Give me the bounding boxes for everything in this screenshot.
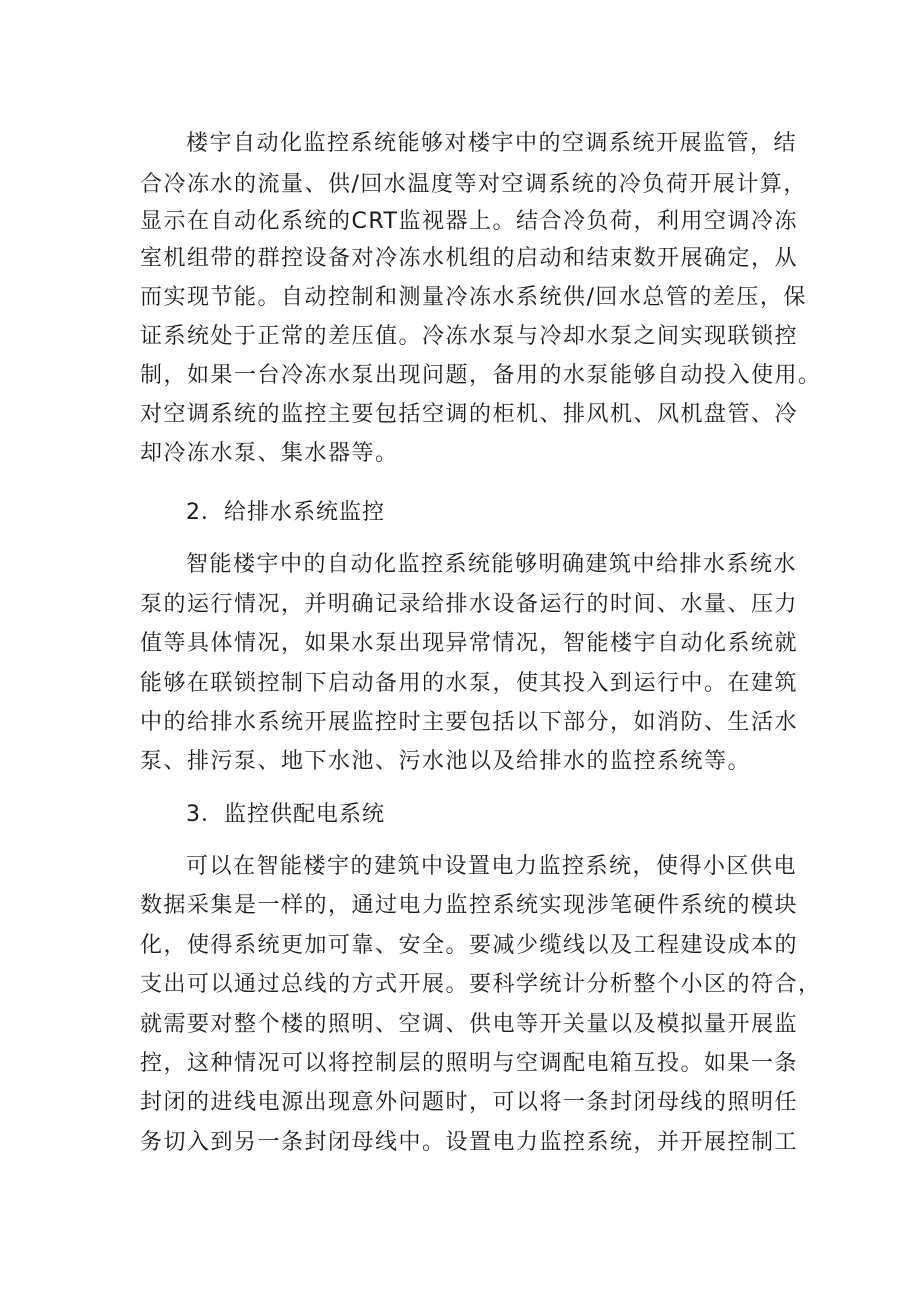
text-line: 室机组带的群控设备对冷冻水机组的启动和结束数开展确定，从: [140, 246, 799, 271]
section-heading-water-supply: 2．给排水系统监控: [186, 500, 385, 525]
text-line: 泵的运行情况，并明确记录给排水设备运行的时间、水量、压力: [140, 592, 799, 617]
text-line: 可以在智能楼宇的建筑中设置电力监控系统，使得小区供电: [186, 854, 798, 879]
text-line: 制，如果一台冷冻水泵出现问题，备用的水泵能够自动投入使用。: [140, 363, 822, 388]
text-line: 对空调系统的监控主要包括空调的柜机、排风机、风机盘管、冷: [140, 402, 799, 427]
text-line: 数据采集是一样的，通过电力监控系统实现涉笔硬件系统的模块: [140, 893, 799, 918]
text-line: 显示在自动化系统的CRT监视器上。结合冷负荷，利用空调冷冻: [140, 209, 798, 234]
text-line: 就需要对整个楼的照明、空调、供电等开关量以及模拟量开展监: [140, 1012, 799, 1037]
text-line: 控，这种情况可以将控制层的照明与空调配电箱互投。如果一条: [140, 1051, 799, 1076]
section-heading-power-distribution: 3．监控供配电系统: [186, 802, 385, 827]
text-line: 务切入到另一条封闭母线中。设置电力监控系统，并开展控制工: [140, 1130, 799, 1155]
text-line: 证系统处于正常的差压值。冷冻水泵与冷却水泵之间实现联锁控: [140, 324, 799, 349]
text-line: 泵、排污泵、地下水池、污水池以及给排水的监控系统等。: [140, 749, 752, 774]
text-line: 值等具体情况，如果水泵出现异常情况，智能楼宇自动化系统就: [140, 631, 799, 656]
text-line: 楼宇自动化监控系统能够对楼宇中的空调系统开展监管，结: [186, 131, 798, 156]
text-line: 封闭的进线电源出现意外问题时，可以将一条封闭母线的照明任: [140, 1090, 799, 1115]
text-line: 支出可以通过总线的方式开展。要科学统计分析整个小区的符合，: [140, 972, 822, 997]
text-line: 能够在联锁控制下启动备用的水泵，使其投入到运行中。在建筑: [140, 671, 799, 696]
text-line: 却冷冻水泵、集水器等。: [140, 441, 399, 466]
text-line: 合冷冻水的流量、供/回水温度等对空调系统的冷负荷开展计算，: [140, 172, 807, 197]
text-line: 中的给排水系统开展监控时主要包括以下部分，如消防、生活水: [140, 710, 799, 735]
text-line: 智能楼宇中的自动化监控系统能够明确建筑中给排水系统水: [186, 552, 798, 577]
text-line: 化，使得系统更加可靠、安全。要减少缆线以及工程建设成本的: [140, 933, 799, 958]
text-line: 而实现节能。自动控制和测量冷冻水系统供/回水总管的差压，保: [140, 285, 807, 310]
